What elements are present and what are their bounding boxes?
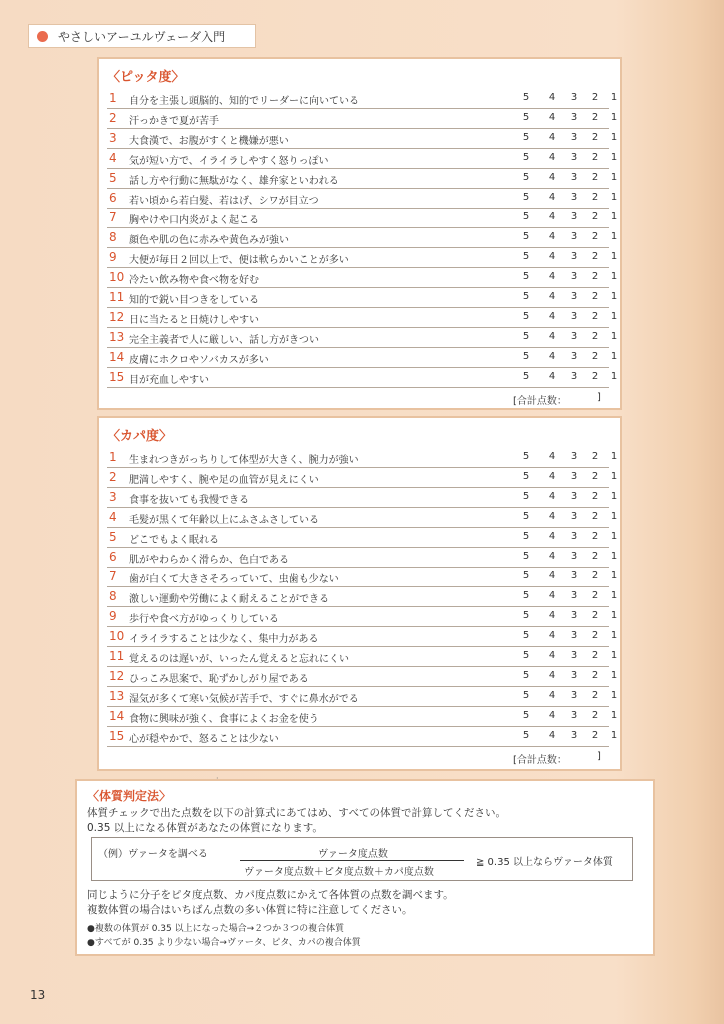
score-option-3[interactable]: 3 <box>570 590 578 602</box>
item-number: 6 <box>109 549 117 564</box>
pitta-item-row <box>107 228 618 248</box>
score-option-3[interactable]: 3 <box>570 131 578 143</box>
item-number: 15 <box>109 728 125 743</box>
item-text: 話し方や行動に無駄がなく、雄弁家といわれる <box>129 175 339 187</box>
score-option-2[interactable]: 2 <box>591 570 599 582</box>
score-option-4[interactable]: 4 <box>548 451 556 462</box>
kapha-item-row <box>107 607 618 627</box>
score-option-1[interactable]: 1 <box>610 131 618 143</box>
item-text: 皮膚にホクロやソバカスが多い <box>129 354 269 366</box>
score-option-4[interactable]: 4 <box>548 171 556 183</box>
score-option-1[interactable]: 1 <box>610 310 618 322</box>
item-number: 11 <box>109 649 125 663</box>
item-number: 1 <box>109 450 117 464</box>
item-text: 汗っかきで夏が苦手 <box>129 115 219 127</box>
item-text: 心が穏やかで、怒ることは少ない <box>129 733 279 745</box>
score-option-4[interactable]: 4 <box>548 610 556 622</box>
kapha-item-row <box>107 567 618 587</box>
kapha-item-row <box>107 528 618 548</box>
kapha-item-row <box>107 727 618 747</box>
score-option-2[interactable]: 2 <box>591 689 599 701</box>
item-text: イライラすることは少なく、集中力がある <box>129 634 319 646</box>
score-option-2[interactable]: 2 <box>591 330 599 342</box>
score-option-3[interactable]: 3 <box>570 709 578 721</box>
item-text: 歩行や食べ方がゆっくりしている <box>129 614 279 626</box>
score-option-5[interactable]: 5 <box>522 191 530 203</box>
score-option-4[interactable]: 4 <box>548 92 556 103</box>
item-text: 湿気が多くて寒い気候が苦手で、すぐに鼻水がでる <box>129 693 359 705</box>
score-option-5[interactable]: 5 <box>522 151 530 163</box>
pitta-item-row <box>107 129 618 149</box>
item-number: 5 <box>109 170 117 185</box>
score-option-1[interactable]: 1 <box>610 570 618 582</box>
judge-line-1: 体質チェックで出た点数を以下の計算式にあてはめ、すべての体質で計算してください。 <box>87 807 507 819</box>
judge-line-2: 0.35 以上になる体質があなたの体質になります。 <box>87 822 323 834</box>
item-text: 気が短い方で、イライラしやすく怒りっぽい <box>129 155 329 167</box>
score-option-3[interactable]: 3 <box>570 191 578 203</box>
item-number: 12 <box>109 309 125 324</box>
score-option-3[interactable]: 3 <box>570 350 578 362</box>
score-option-4[interactable]: 4 <box>548 151 556 163</box>
item-number: 14 <box>109 708 125 723</box>
item-text: 目が充血しやすい <box>129 374 209 386</box>
score-option-3[interactable]: 3 <box>570 251 578 263</box>
score-option-3[interactable]: 3 <box>570 291 578 302</box>
kapha-total-label: [合計点数： <box>513 755 567 766</box>
item-number: 8 <box>109 230 117 245</box>
score-option-2[interactable]: 2 <box>591 590 599 602</box>
item-number: 13 <box>109 329 125 344</box>
score-option-3[interactable]: 3 <box>570 669 578 681</box>
pitta-item-row <box>107 109 618 129</box>
score-option-3[interactable]: 3 <box>570 92 578 103</box>
score-option-1[interactable]: 1 <box>610 231 618 243</box>
pitta-item-row <box>107 368 618 388</box>
score-option-3[interactable]: 3 <box>570 650 578 661</box>
score-option-5[interactable]: 5 <box>522 271 530 283</box>
score-option-4[interactable]: 4 <box>548 530 556 542</box>
score-option-3[interactable]: 3 <box>570 689 578 701</box>
score-option-3[interactable]: 3 <box>570 370 578 382</box>
item-text: 肥満しやすく、腕や足の血管が見えにくい <box>129 474 319 486</box>
item-text: 若い頃から若白髪、若はげ、シワが目立つ <box>129 195 319 207</box>
item-text: 自分を主張し頭脳的、知的でリーダーに向いている <box>129 96 359 107</box>
score-option-3[interactable]: 3 <box>570 630 578 642</box>
score-option-5[interactable]: 5 <box>522 111 530 123</box>
item-text: 毛髪が黒くて年齢以上にふさふさしている <box>129 514 319 526</box>
item-number: 12 <box>109 668 125 683</box>
constitution-judgement-box <box>75 779 655 956</box>
pitta-item-row <box>107 348 618 368</box>
score-option-1[interactable]: 1 <box>610 650 618 661</box>
kapha-total <box>513 751 601 766</box>
item-text: 食物に興味が強く、食事によくお金を使う <box>129 713 319 725</box>
item-number: 2 <box>109 110 117 125</box>
score-option-5[interactable]: 5 <box>522 510 530 522</box>
judge-title: 〈体質判定法〉 <box>87 789 172 803</box>
header-dot-icon <box>37 31 48 42</box>
score-option-2[interactable]: 2 <box>591 151 599 163</box>
judge-line-3: 同じように分子をピタ度点数、カパ度点数にかえて各体質の点数を調べます。 <box>87 889 454 901</box>
score-option-1[interactable]: 1 <box>610 510 618 522</box>
score-option-3[interactable]: 3 <box>570 610 578 622</box>
item-number: 3 <box>109 489 117 504</box>
score-option-4[interactable]: 4 <box>548 111 556 123</box>
score-option-5[interactable]: 5 <box>522 590 530 602</box>
item-text: 食事を抜いても我慢できる <box>129 494 249 506</box>
item-text: 冷たい飲み物や食べ物を好む <box>129 275 259 287</box>
score-option-2[interactable]: 2 <box>591 131 599 143</box>
item-number: 1 <box>109 91 117 105</box>
score-option-2[interactable]: 2 <box>591 231 599 243</box>
score-option-2[interactable]: 2 <box>591 650 599 661</box>
score-option-3[interactable]: 3 <box>570 330 578 342</box>
score-option-4[interactable]: 4 <box>548 131 556 143</box>
item-number: 5 <box>109 529 117 544</box>
score-option-2[interactable]: 2 <box>591 490 599 502</box>
score-option-5[interactable]: 5 <box>522 689 530 701</box>
score-option-3[interactable]: 3 <box>570 729 578 741</box>
kapha-title: 〈カパ度〉 <box>107 429 173 444</box>
score-option-1[interactable]: 1 <box>610 590 618 602</box>
pitta-item-row <box>107 248 618 268</box>
kapha-item-row <box>107 488 618 508</box>
pitta-checklist <box>97 57 622 410</box>
score-option-2[interactable]: 2 <box>591 451 599 462</box>
score-option-5[interactable]: 5 <box>522 729 530 741</box>
score-option-3[interactable]: 3 <box>570 211 578 223</box>
running-header-title: やさしいアーユルヴェーダ入門 <box>58 29 226 44</box>
score-option-3[interactable]: 3 <box>570 111 578 123</box>
item-text: どこでもよく眠れる <box>129 534 219 546</box>
formula-numerator: ヴァータ度点数 <box>318 849 388 860</box>
score-option-1[interactable]: 1 <box>610 689 618 701</box>
score-option-4[interactable]: 4 <box>548 729 556 741</box>
score-option-4[interactable]: 4 <box>548 310 556 322</box>
score-option-3[interactable]: 3 <box>570 310 578 322</box>
item-number: 13 <box>109 688 125 703</box>
score-option-5[interactable]: 5 <box>522 610 530 622</box>
score-option-5[interactable]: 5 <box>522 310 530 322</box>
pitta-total <box>513 392 601 407</box>
score-option-4[interactable]: 4 <box>548 590 556 602</box>
formula-condition: ≧ 0.35 以上ならヴァータ体質 <box>476 857 613 868</box>
score-option-2[interactable]: 2 <box>591 669 599 681</box>
score-option-4[interactable]: 4 <box>548 689 556 701</box>
score-option-2[interactable]: 2 <box>591 211 599 223</box>
item-number: 9 <box>109 609 117 624</box>
score-option-1[interactable]: 1 <box>610 490 618 502</box>
score-option-5[interactable]: 5 <box>522 171 530 183</box>
item-text: 大便が毎日２回以上で、便は軟らかいことが多い <box>129 255 349 267</box>
score-option-1[interactable]: 1 <box>610 550 618 562</box>
page-number: 13 <box>30 988 46 1002</box>
score-option-5[interactable]: 5 <box>522 470 530 482</box>
pitta-item-row <box>107 308 618 328</box>
judge-line-4: 複数体質の場合はいちばん点数の多い体質に特に注意してください。 <box>87 904 413 916</box>
score-option-5[interactable]: 5 <box>522 550 530 562</box>
score-option-4[interactable]: 4 <box>548 211 556 223</box>
judge-note-2: ●すべてが 0.35 より少ない場合→ヴァータ、ピタ、カパの複合体質 <box>87 938 361 948</box>
score-option-1[interactable]: 1 <box>610 291 618 302</box>
score-option-5[interactable]: 5 <box>522 211 530 223</box>
item-number: 7 <box>109 569 117 584</box>
score-option-2[interactable]: 2 <box>591 729 599 741</box>
score-option-1[interactable]: 1 <box>610 330 618 342</box>
item-text: 知的で鋭い目つきをしている <box>129 295 259 306</box>
score-option-5[interactable]: 5 <box>522 291 530 302</box>
item-number: 4 <box>109 150 117 165</box>
score-option-2[interactable]: 2 <box>591 92 599 103</box>
item-text: 歯が白くて大きさそろっていて、虫歯も少ない <box>129 574 339 586</box>
score-option-2[interactable]: 2 <box>591 550 599 562</box>
score-option-4[interactable]: 4 <box>548 490 556 502</box>
score-option-3[interactable]: 3 <box>570 570 578 582</box>
score-option-2[interactable]: 2 <box>591 610 599 622</box>
score-option-3[interactable]: 3 <box>570 271 578 283</box>
score-option-3[interactable]: 3 <box>570 490 578 502</box>
score-option-1[interactable]: 1 <box>610 251 618 263</box>
pitta-item-row <box>107 268 618 288</box>
pitta-total-label: [合計点数： <box>513 396 567 407</box>
score-option-2[interactable]: 2 <box>591 630 599 642</box>
score-option-2[interactable]: 2 <box>591 470 599 482</box>
score-option-5[interactable]: 5 <box>522 251 530 263</box>
score-option-5[interactable]: 5 <box>522 650 530 661</box>
score-option-5[interactable]: 5 <box>522 570 530 582</box>
score-option-1[interactable]: 1 <box>610 370 618 382</box>
score-option-2[interactable]: 2 <box>591 370 599 382</box>
score-option-5[interactable]: 5 <box>522 350 530 362</box>
pitta-item-row <box>107 328 618 348</box>
score-option-5[interactable]: 5 <box>522 669 530 681</box>
score-option-1[interactable]: 1 <box>610 530 618 542</box>
score-option-2[interactable]: 2 <box>591 310 599 322</box>
score-option-2[interactable]: 2 <box>591 251 599 263</box>
item-text: 顔色や肌の色に赤みや黄色みが強い <box>129 235 289 247</box>
pitta-item-row <box>107 208 618 228</box>
score-option-5[interactable]: 5 <box>522 490 530 502</box>
pitta-item-row <box>107 89 618 109</box>
score-option-4[interactable]: 4 <box>548 709 556 721</box>
score-option-3[interactable]: 3 <box>570 530 578 542</box>
item-number: 3 <box>109 130 117 145</box>
score-option-5[interactable]: 5 <box>522 370 530 382</box>
kapha-item-row <box>107 707 618 727</box>
score-option-4[interactable]: 4 <box>548 510 556 522</box>
kapha-item-row <box>107 468 618 488</box>
score-option-4[interactable]: 4 <box>548 470 556 482</box>
score-option-2[interactable]: 2 <box>591 291 599 302</box>
score-option-2[interactable]: 2 <box>591 709 599 721</box>
score-option-1[interactable]: 1 <box>610 610 618 622</box>
score-option-1[interactable]: 1 <box>610 470 618 482</box>
score-option-4[interactable]: 4 <box>548 231 556 243</box>
item-number: 8 <box>109 589 117 604</box>
kapha-checklist <box>97 416 622 771</box>
score-option-4[interactable]: 4 <box>548 191 556 203</box>
score-option-2[interactable]: 2 <box>591 271 599 283</box>
score-option-1[interactable]: 1 <box>610 171 618 183</box>
score-option-5[interactable]: 5 <box>522 330 530 342</box>
score-option-4[interactable]: 4 <box>548 330 556 342</box>
kapha-item-row <box>107 548 618 568</box>
score-option-3[interactable]: 3 <box>570 151 578 163</box>
kapha-item-row <box>107 448 618 468</box>
score-option-5[interactable]: 5 <box>522 231 530 243</box>
score-option-2[interactable]: 2 <box>591 510 599 522</box>
item-text: 覚えるのは遅いが、いったん覚えると忘れにくい <box>129 654 349 665</box>
score-option-1[interactable]: 1 <box>610 92 618 103</box>
pitta-item-row <box>107 288 618 308</box>
judge-note-1: ●複数の体質が 0.35 以上になった場合→２つか３つの複合体質 <box>87 924 345 934</box>
score-option-4[interactable]: 4 <box>548 630 556 642</box>
item-text: 完全主義者で人に厳しい、話し方がきつい <box>129 334 319 346</box>
pitta-item-row <box>107 169 618 189</box>
score-option-1[interactable]: 1 <box>610 669 618 681</box>
score-option-2[interactable]: 2 <box>591 350 599 362</box>
item-text: 日に当たると日焼けしやすい <box>129 314 259 326</box>
item-number: 15 <box>109 369 125 384</box>
kapha-total-close: ] <box>597 751 601 762</box>
pitta-item-row <box>107 189 618 209</box>
score-option-3[interactable]: 3 <box>570 231 578 243</box>
score-option-4[interactable]: 4 <box>548 669 556 681</box>
item-text: ひっこみ思案で、恥ずかしがり屋である <box>129 673 309 685</box>
score-option-1[interactable]: 1 <box>610 709 618 721</box>
item-number: 9 <box>109 250 117 265</box>
kapha-item-row <box>107 587 618 607</box>
score-option-1[interactable]: 1 <box>610 630 618 642</box>
score-option-4[interactable]: 4 <box>548 251 556 263</box>
kapha-item-row <box>107 687 618 707</box>
pitta-title: 〈ピッタ度〉 <box>107 70 185 85</box>
item-text: 大食漢で、お腹がすくと機嫌が悪い <box>129 135 289 147</box>
kapha-item-row <box>107 667 618 687</box>
formula-denominator: ヴァータ度点数＋ピタ度点数＋カパ度点数 <box>244 867 434 878</box>
pitta-total-close: ] <box>597 392 601 403</box>
score-option-4[interactable]: 4 <box>548 650 556 661</box>
formula-box <box>91 837 633 881</box>
score-option-3[interactable]: 3 <box>570 451 578 462</box>
score-option-5[interactable]: 5 <box>522 709 530 721</box>
score-option-4[interactable]: 4 <box>548 291 556 302</box>
score-option-2[interactable]: 2 <box>591 191 599 203</box>
score-option-4[interactable]: 4 <box>548 570 556 582</box>
score-option-4[interactable]: 4 <box>548 271 556 283</box>
fraction-bar <box>240 860 464 861</box>
item-number: 14 <box>109 349 125 364</box>
running-header <box>28 24 256 48</box>
formula-example-label: （例）ヴァータを調べる <box>98 849 208 860</box>
item-number: 2 <box>109 469 117 484</box>
item-text: 激しい運動や労働によく耐えることができる <box>129 594 329 606</box>
item-text: 生まれつきがっちりして体型が大きく、腕力が強い <box>129 455 359 466</box>
score-option-4[interactable]: 4 <box>548 370 556 382</box>
pitta-item-row <box>107 149 618 169</box>
score-option-4[interactable]: 4 <box>548 550 556 562</box>
kapha-item-row <box>107 508 618 528</box>
score-option-3[interactable]: 3 <box>570 510 578 522</box>
kapha-item-row <box>107 647 618 667</box>
score-option-5[interactable]: 5 <box>522 630 530 642</box>
score-option-5[interactable]: 5 <box>522 92 530 103</box>
score-option-5[interactable]: 5 <box>522 131 530 143</box>
score-option-1[interactable]: 1 <box>610 111 618 123</box>
score-option-1[interactable]: 1 <box>610 729 618 741</box>
item-text: 肌がやわらかく滑らか、色白である <box>129 554 289 566</box>
item-number: 11 <box>109 290 125 304</box>
score-option-1[interactable]: 1 <box>610 350 618 362</box>
item-text: 胸やけや口内炎がよく起こる <box>129 215 259 227</box>
score-option-4[interactable]: 4 <box>548 350 556 362</box>
score-option-1[interactable]: 1 <box>610 211 618 223</box>
item-number: 4 <box>109 509 117 524</box>
score-option-1[interactable]: 1 <box>610 191 618 203</box>
score-option-1[interactable]: 1 <box>610 151 618 163</box>
kapha-item-row <box>107 627 618 647</box>
score-option-3[interactable]: 3 <box>570 171 578 183</box>
item-number: 6 <box>109 190 117 205</box>
score-option-2[interactable]: 2 <box>591 171 599 183</box>
score-option-3[interactable]: 3 <box>570 550 578 562</box>
item-number: 10 <box>109 629 125 644</box>
score-option-1[interactable]: 1 <box>610 271 618 283</box>
item-number: 7 <box>109 210 117 225</box>
score-option-3[interactable]: 3 <box>570 470 578 482</box>
score-option-2[interactable]: 2 <box>591 530 599 542</box>
score-option-5[interactable]: 5 <box>522 530 530 542</box>
score-option-5[interactable]: 5 <box>522 451 530 462</box>
score-option-2[interactable]: 2 <box>591 111 599 123</box>
item-number: 10 <box>109 270 125 285</box>
score-option-1[interactable]: 1 <box>610 451 618 462</box>
